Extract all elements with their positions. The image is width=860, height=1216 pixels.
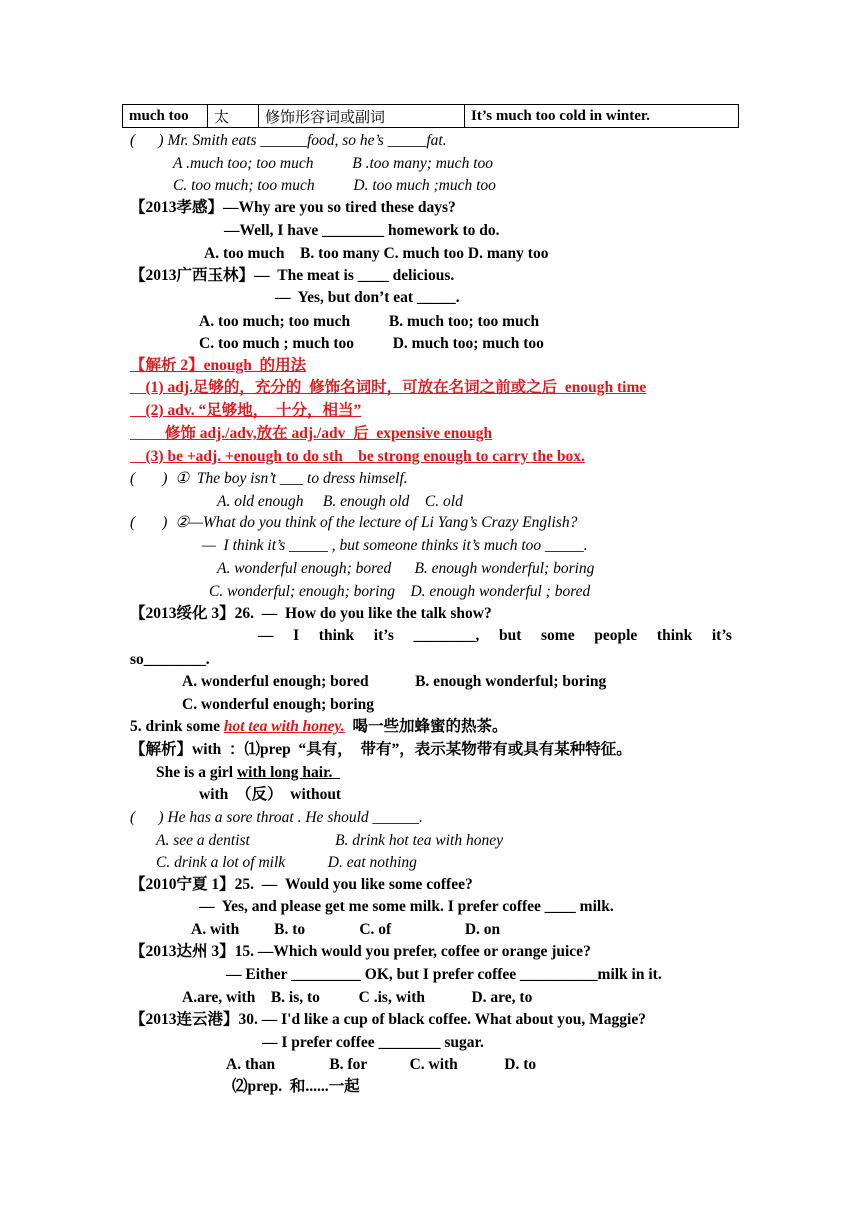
exam-tag: 【2013绥化 3】 xyxy=(130,605,235,622)
question-stem: 【2013广西玉林】— The meat is ____ delicious. xyxy=(130,267,455,284)
exam-tag: 【2013达州 3】 xyxy=(130,943,235,960)
question-options: A. with B. to C. of D. on xyxy=(191,921,501,938)
exam-tag: 【2013广西玉林】 xyxy=(130,267,255,284)
question-stem: 【2013绥化 3】26. — How do you like the talk show? xyxy=(130,605,492,622)
note-line: ⑵prep. 和......一起 xyxy=(232,1078,360,1095)
question-options: C. too much ; much too D. much too; much too xyxy=(199,335,544,352)
question-options: A.are, with B. is, to C .is, with D. are, to xyxy=(182,989,533,1006)
question-options: A. wonderful enough; bored B. enough wonderful; boring xyxy=(182,673,607,690)
question-line: — Either _________ OK, but I prefer coffee __________milk in it. xyxy=(226,966,662,983)
note-line: (3) be +adj. +enough to do sth be strong enough to carry the box. xyxy=(130,448,585,465)
question-options: A. than B. for C. with D. to xyxy=(226,1056,537,1073)
note-title: 【解析 2】enough 的用法 xyxy=(130,357,307,374)
note-tag: 【解析】 xyxy=(130,741,193,758)
exam-tag: 【2010宁夏 1】 xyxy=(130,876,235,893)
question-stem: ( ) He has a sore throat . He should ______. xyxy=(130,809,423,826)
note-line: 【解析】with ：⑴prep “具有， 带有”，表示某物带有或具有某种特征。 xyxy=(130,741,632,758)
question-stem: ( ) ① The boy isn’t ___ to dress himself. xyxy=(130,470,408,487)
question-line: — Yes, and please get me some milk. I prefer coffee ____ milk. xyxy=(199,898,614,915)
question-options: A. see a dentist B. drink hot tea with honey xyxy=(156,832,503,849)
table-cell-term: much too xyxy=(123,105,208,128)
key-phrase: hot tea with honey. xyxy=(223,718,345,735)
question-line: — I think it’s _____ , but someone thinks it’s much too _____. xyxy=(202,537,588,554)
table-cell-usage: 修饰形容词或副词 xyxy=(259,105,465,128)
question-stem: 【2013达州 3】15. —Which would you prefer, coffee or orange juice? xyxy=(130,943,591,960)
table-cell-meaning: 太 xyxy=(208,105,259,128)
question-options: A. wonderful enough; bored B. enough wonderful; boring xyxy=(217,560,595,577)
question-line: — Yes, but don’t eat _____. xyxy=(275,289,460,306)
question-stem: ( ) ②—What do you think of the lecture of Li Yang’s Crazy English? xyxy=(130,514,578,531)
exam-tag: 【2013连云港】 xyxy=(130,1011,239,1028)
question-stem: 【2013连云港】30. — I'd like a cup of black coffee. What about you, Maggie? xyxy=(130,1011,646,1028)
question-options: C. wonderful enough; boring xyxy=(182,696,375,713)
question-options: A. old enough B. enough old C. old xyxy=(217,493,463,510)
question-options: C. wonderful; enough; boring D. enough wonderful ; bored xyxy=(209,583,591,600)
note-line: with （反） without xyxy=(199,786,342,803)
question-line: — I think it’s ________, but some people think it’s xyxy=(258,627,732,644)
question-options: A .much too; too much B .too many; much too xyxy=(173,155,493,172)
question-stem: ( ) Mr. Smith eats ______food, so he’s _____fat. xyxy=(130,132,447,149)
example-sentence: She is a girl with long hair. xyxy=(156,764,341,781)
question-line: —Well, I have ________ homework to do. xyxy=(224,222,500,239)
question-options: A. too much; too much B. much too; too much xyxy=(199,313,540,330)
item-heading: 5. drink some hot tea with honey. 喝一些加蜂蜜的热茶。 xyxy=(130,718,508,735)
note-line: (1) adj.足够的，充分的 修饰名词时，可放在名词之前或之后 enough time xyxy=(130,379,647,396)
table-row xyxy=(123,105,739,128)
question-options: C. too much; too much D. too much ;much too xyxy=(173,177,496,194)
question-stem: 【2010宁夏 1】25. — Would you like some coffee? xyxy=(130,876,473,893)
question-line: so________. xyxy=(130,651,210,668)
question-stem: 【2013孝感】—Why are you so tired these days? xyxy=(130,199,456,216)
note-line: (2) adv. “足够地， 十分，相当” xyxy=(130,402,362,419)
question-options: C. drink a lot of milk D. eat nothing xyxy=(156,854,417,871)
table-cell-example: It’s much too cold in winter. xyxy=(465,105,739,128)
note-line: 修饰 adj./adv,放在 adj./adv 后 expensive enough xyxy=(130,425,493,442)
usage-table xyxy=(122,104,739,128)
question-options: A. too much B. too many C. much too D. many too xyxy=(204,245,549,262)
question-line: — I prefer coffee ________ sugar. xyxy=(262,1034,484,1051)
exam-tag: 【2013孝感】 xyxy=(130,199,224,216)
